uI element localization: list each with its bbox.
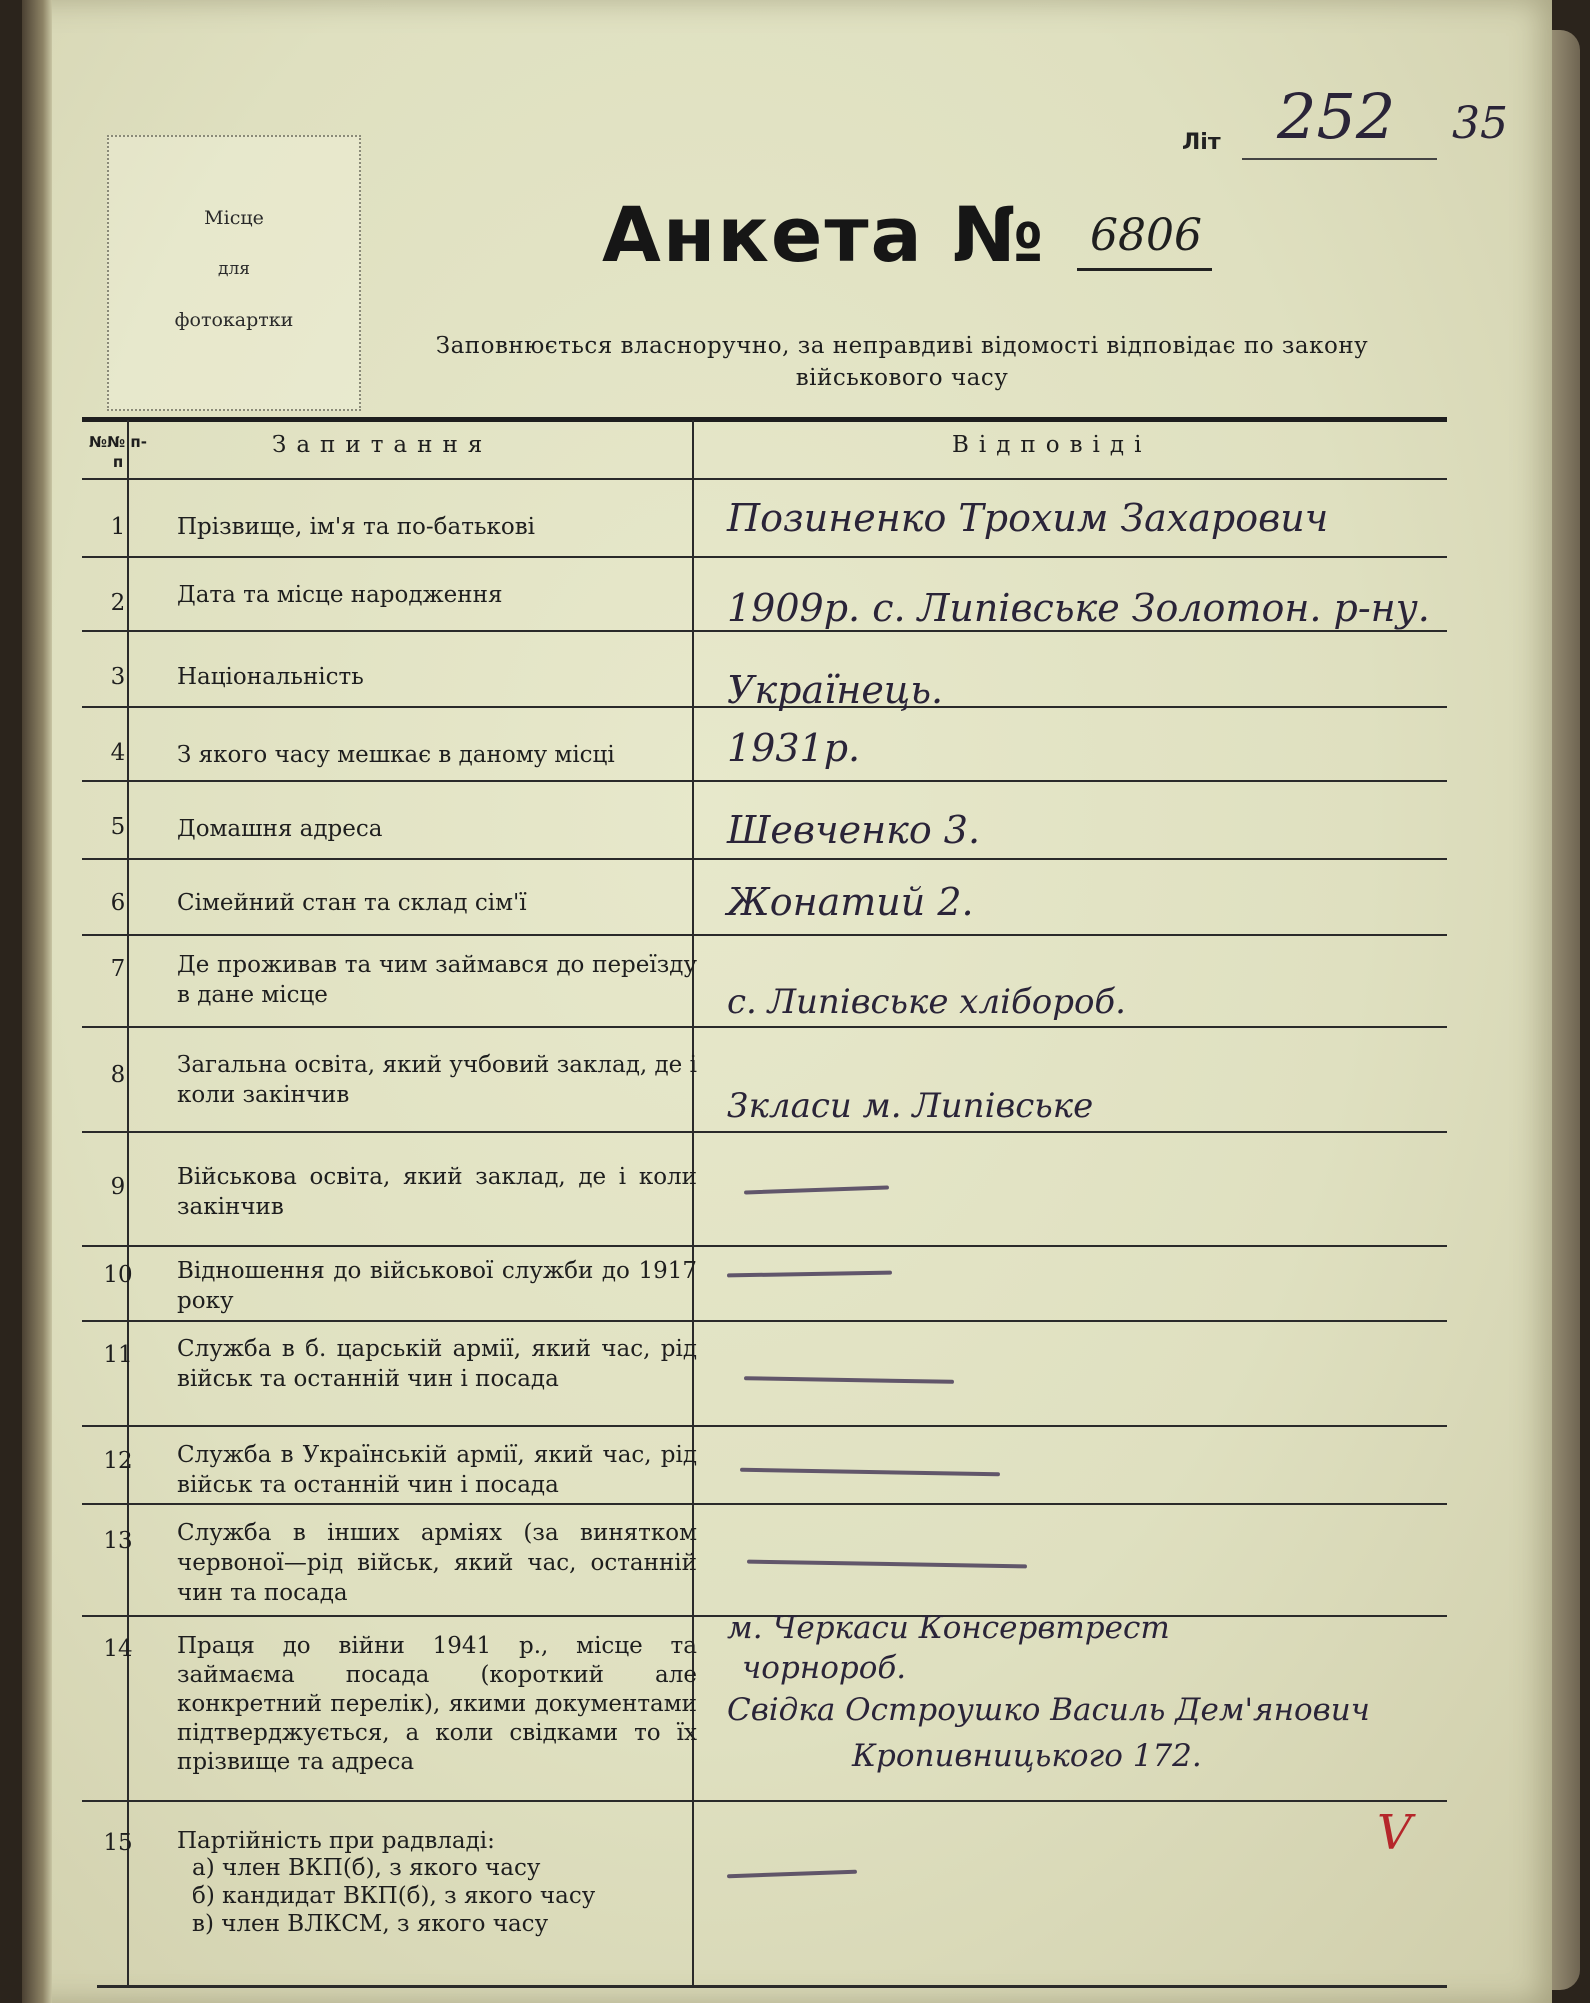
binding-edge	[22, 0, 52, 2003]
form-number: 6806	[1090, 210, 1202, 261]
party-sub-c: в) член ВЛКСМ, з якого часу	[192, 1911, 549, 1937]
row-divider	[82, 780, 1447, 782]
question-text: Прізвище, ім'я та по-батькові	[177, 514, 535, 540]
col-header-question: Запитання	[272, 432, 493, 458]
empty-answer-dash	[727, 1271, 892, 1278]
row-number: 5	[110, 814, 126, 840]
answer-line-1: м. Черкаси Консервтрест	[727, 1610, 1170, 1646]
lit-extra: 35	[1452, 98, 1508, 149]
question-text: Військова освіта, який заклад, де і коли закінчив	[177, 1164, 697, 1220]
col-divider-1	[127, 420, 129, 1985]
lit-underline	[1242, 158, 1437, 160]
row-number: 4	[110, 740, 126, 766]
empty-answer-dash	[727, 1870, 857, 1879]
question-text: Праця до війни 1941 р., місце та займаєма посада (короткий але конкретний перелік), якими документами підтверджується, а коли свідками то їх прізвище та адреса	[177, 1633, 697, 1775]
party-sub-list	[192, 1854, 712, 1938]
empty-answer-dash	[740, 1468, 1000, 1477]
row-number: 10	[103, 1262, 133, 1288]
row-divider	[82, 1503, 1447, 1505]
subtitle-line-1: Заповнюється власноручно, за неправдиві відомості відповідає по закону	[435, 333, 1369, 359]
row-divider	[82, 630, 1447, 632]
row-number: 3	[110, 664, 126, 690]
lit-label: Літ	[1182, 130, 1221, 155]
answer-text: 1931р.	[727, 726, 861, 770]
question-text: Домашня адреса	[177, 816, 383, 842]
answer-text: Шевченко 3.	[727, 808, 981, 852]
table-top-rule	[82, 417, 1447, 422]
question-text: Партійність при радвладі:	[177, 1828, 495, 1854]
answer-line-3: Свідка Остроушко Василь Дем'янович	[727, 1692, 1370, 1728]
red-check-mark: V	[1377, 1805, 1412, 1861]
page-title: Анкета №	[602, 190, 1046, 279]
row-divider	[82, 1425, 1447, 1427]
answer-text: Позиненко Трохим Захарович	[727, 496, 1329, 540]
row-number: 15	[103, 1830, 133, 1856]
subtitle-line-2: військового часу	[795, 365, 1009, 391]
empty-answer-dash	[747, 1560, 1027, 1569]
answer-text: 1909р. с. Липівське Золотон. р-ну.	[727, 586, 1430, 630]
answer-line-4: Кропивницького 172.	[852, 1738, 1202, 1774]
form-number-underline	[1077, 268, 1212, 271]
photo-label-2: для	[218, 259, 250, 279]
row-divider	[82, 556, 1447, 558]
party-sub-b: б) кандидат ВКП(б), з якого часу	[192, 1883, 596, 1909]
answer-text: 3класи м. Липівське	[727, 1086, 1094, 1126]
photo-placeholder	[107, 135, 361, 411]
questionnaire-page	[22, 0, 1552, 2003]
question-text: Національність	[177, 664, 364, 690]
empty-answer-dash	[744, 1376, 954, 1384]
question-text: Сімейний стан та склад сім'ї	[177, 890, 527, 916]
answer-line-2: чорнороб.	[742, 1650, 907, 1686]
row-number: 7	[110, 956, 126, 982]
col-header-answer: Відповіді	[952, 432, 1152, 458]
question-text: Служба в інших арміях (за винятком червоної—рід військ, який час, останній чин та посада	[177, 1520, 697, 1606]
answer-text: Українець.	[727, 668, 944, 712]
row-divider	[82, 1026, 1447, 1028]
photo-label-3: фотокартки	[174, 309, 294, 331]
row-number: 2	[110, 590, 126, 616]
row-number: 9	[110, 1174, 126, 1200]
question-text: Служба в б. царській армії, який час, рід військ та останній чин і посада	[177, 1336, 697, 1392]
question-text: Відношення до військової служби до 1917 року	[177, 1258, 697, 1314]
row-divider	[82, 1320, 1447, 1322]
row-number: 13	[103, 1528, 133, 1554]
party-sub-a: а) член ВКП(б), з якого часу	[192, 1855, 541, 1881]
row-divider	[82, 1131, 1447, 1133]
answer-text: Жонатий 2.	[727, 880, 974, 924]
question-text: Де проживав та чим займався до переїзду в дане місце	[177, 952, 697, 1008]
row-divider	[82, 858, 1447, 860]
header-divider	[82, 478, 1447, 480]
row-number: 11	[103, 1342, 133, 1368]
question-text: Дата та місце народження	[177, 582, 503, 608]
row-divider	[82, 1800, 1447, 1802]
row-number: 6	[110, 890, 126, 916]
subtitle	[362, 330, 1442, 394]
question-text: З якого часу мешкає в даному місці	[177, 742, 615, 768]
empty-answer-dash	[744, 1185, 889, 1194]
table-bottom-rule	[97, 1985, 1447, 1988]
row-number: 8	[110, 1062, 126, 1088]
question-text: Служба в Українській армії, який час, рід військ та останній чин і посада	[177, 1442, 697, 1498]
photo-label-1: Місце	[204, 207, 264, 229]
col-header-number: №№ п-п	[89, 433, 147, 471]
row-divider	[82, 1245, 1447, 1247]
answer-text: с. Липівське хлібороб.	[727, 982, 1126, 1022]
row-divider	[82, 934, 1447, 936]
row-number: 1	[110, 514, 126, 540]
question-text: Загальна освіта, який учбовий заклад, де і коли закінчив	[177, 1052, 697, 1108]
row-number: 14	[103, 1636, 133, 1662]
row-number: 12	[103, 1448, 133, 1474]
lit-value: 252	[1277, 80, 1396, 153]
